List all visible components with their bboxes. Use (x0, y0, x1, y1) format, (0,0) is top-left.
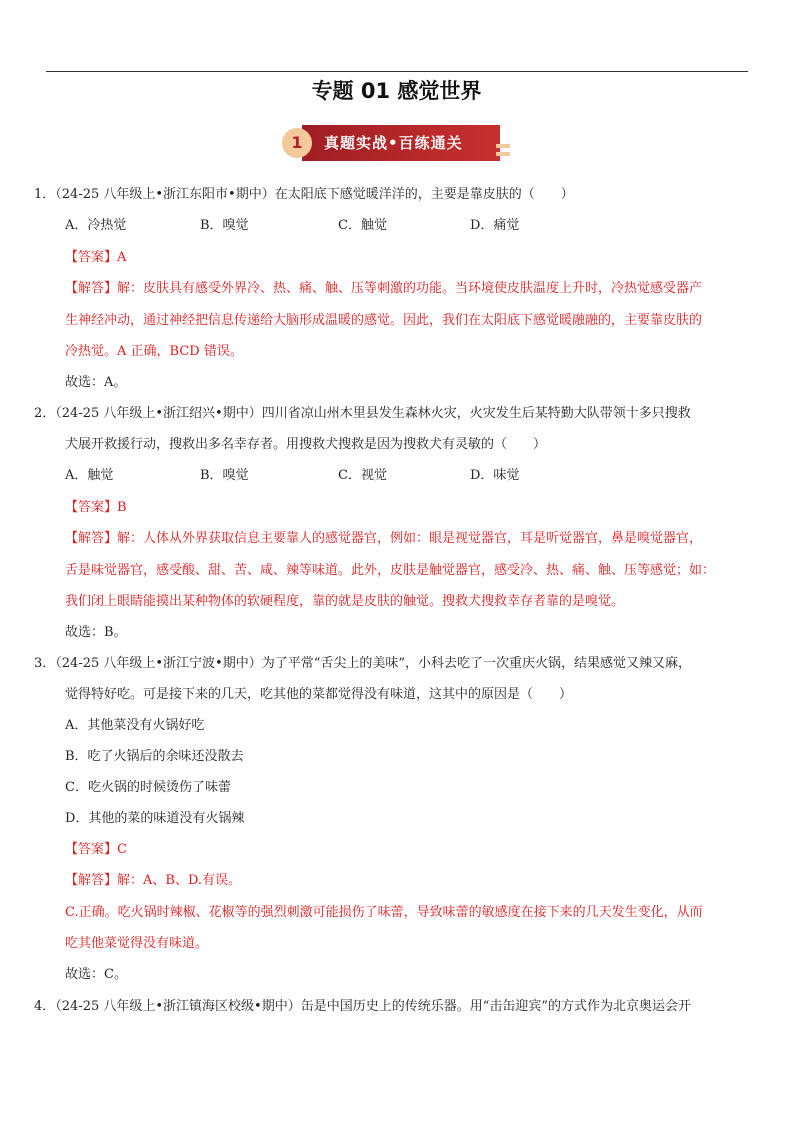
question-1-answer: 【答案】A (65, 250, 127, 265)
question-3-option-a: A．其他菜没有火锅好吃 (65, 718, 205, 733)
question-2-explanation-line: 舌是味觉器官，感受酸、甜、苦、咸、辣等味道。此外，皮肤是触觉器官，感受冷、热、痛、触、压等感觉；如： (65, 563, 716, 578)
question-3-stem: 觉得特好吃。可是接下来的几天，吃其他的菜都觉得没有味道，这其中的原因是（ ） (65, 687, 573, 702)
question-1-explanation-line: 【解答】解：皮肤具有感受外界冷、热、痛、触、压等刺激的功能。当环境使皮肤温度上升时，冷热觉感受器产 (65, 281, 703, 296)
banner-label: 真题实战•百练通关 (302, 125, 500, 161)
question-3-stem: 3．（24-25 八年级上•浙江宁波•期中）为了平常“舌尖上的美味”，小科去吃了一次重庆火锅，结果感觉又辣又麻， (34, 656, 692, 671)
question-2-option-c: C．视觉 (338, 468, 387, 483)
question-1-explanation-line: 生神经冲动，通过神经把信息传递给大脑形成温暖的感觉。因此，我们在太阳底下感觉暖融融的，主要靠皮肤的 (65, 313, 703, 328)
question-1-stem: 1．（24-25 八年级上•浙江东阳市•期中）在太阳底下感觉暖洋洋的，主要是靠皮肤的（ ） (34, 187, 574, 202)
question-1-option-a: A．冷热觉 (65, 218, 127, 233)
question-2-explanation-line: 【解答】解：人体从外界获取信息主要靠人的感觉器官，例如：眼是视觉器官，耳是听觉器官，鼻是嗅觉器官， (65, 531, 703, 546)
question-2-answer: 【答案】B (65, 500, 127, 515)
banner-decoration (496, 144, 510, 148)
question-1-option-d: D．痛觉 (470, 218, 520, 233)
question-3-explanation-line: C.正确。吃火锅时辣椒、花椒等的强烈刺激可能损伤了味蕾，导致味蕾的敏感度在接下来的几天发生变化，从而 (65, 905, 703, 920)
section-banner (282, 125, 512, 165)
question-2-option-a: A．触觉 (65, 468, 114, 483)
banner-decoration (496, 152, 510, 156)
question-2-explanation-line: 我们闭上眼睛能摸出某种物体的软硬程度，靠的就是皮肤的触觉。搜救犬搜救幸存者靠的是嗅觉。 (65, 594, 625, 609)
question-1-choice: 故选：A。 (65, 375, 127, 390)
question-1-option-b: B．嗅觉 (200, 218, 249, 233)
question-3-option-c: C．吃火锅的时候烫伤了味蕾 (65, 780, 231, 795)
question-3-explanation-line: 【解答】解：A、B、D.有误。 (65, 873, 242, 888)
page-title: 专题 01 感觉世界 (311, 79, 482, 103)
question-4-stem: 4．（24-25 八年级上•浙江镇海区校级•期中）缶是中国历史上的传统乐器。用“击缶迎宾”的方式作为北京奥运会开 (34, 999, 692, 1014)
question-2-option-d: D．味觉 (470, 468, 520, 483)
question-3-answer: 【答案】C (65, 842, 127, 857)
header-rule (46, 71, 748, 72)
question-3-explanation-line: 吃其他菜觉得没有味道。 (65, 936, 209, 951)
banner-number: 1 (282, 128, 312, 158)
question-2-choice: 故选：B。 (65, 625, 127, 640)
question-3-choice: 故选：C。 (65, 967, 127, 982)
question-3-option-d: D．其他的菜的味道没有火锅辣 (65, 811, 245, 826)
question-2-stem: 犬展开救援行动，搜救出多名幸存者。用搜救犬搜救是因为搜救犬有灵敏的（ ） (65, 437, 547, 452)
question-1-option-c: C．触觉 (338, 218, 387, 233)
question-2-stem: 2．（24-25 八年级上•浙江绍兴•期中）四川省凉山州木里县发生森林火灾，火灾发生后某特勤大队带领十多只搜救 (34, 406, 691, 421)
question-2-option-b: B．嗅觉 (200, 468, 249, 483)
question-3-option-b: B．吃了火锅后的余味还没散去 (65, 749, 244, 764)
question-1-explanation-line: 冷热觉。A 正确，BCD 错误。 (65, 344, 243, 359)
